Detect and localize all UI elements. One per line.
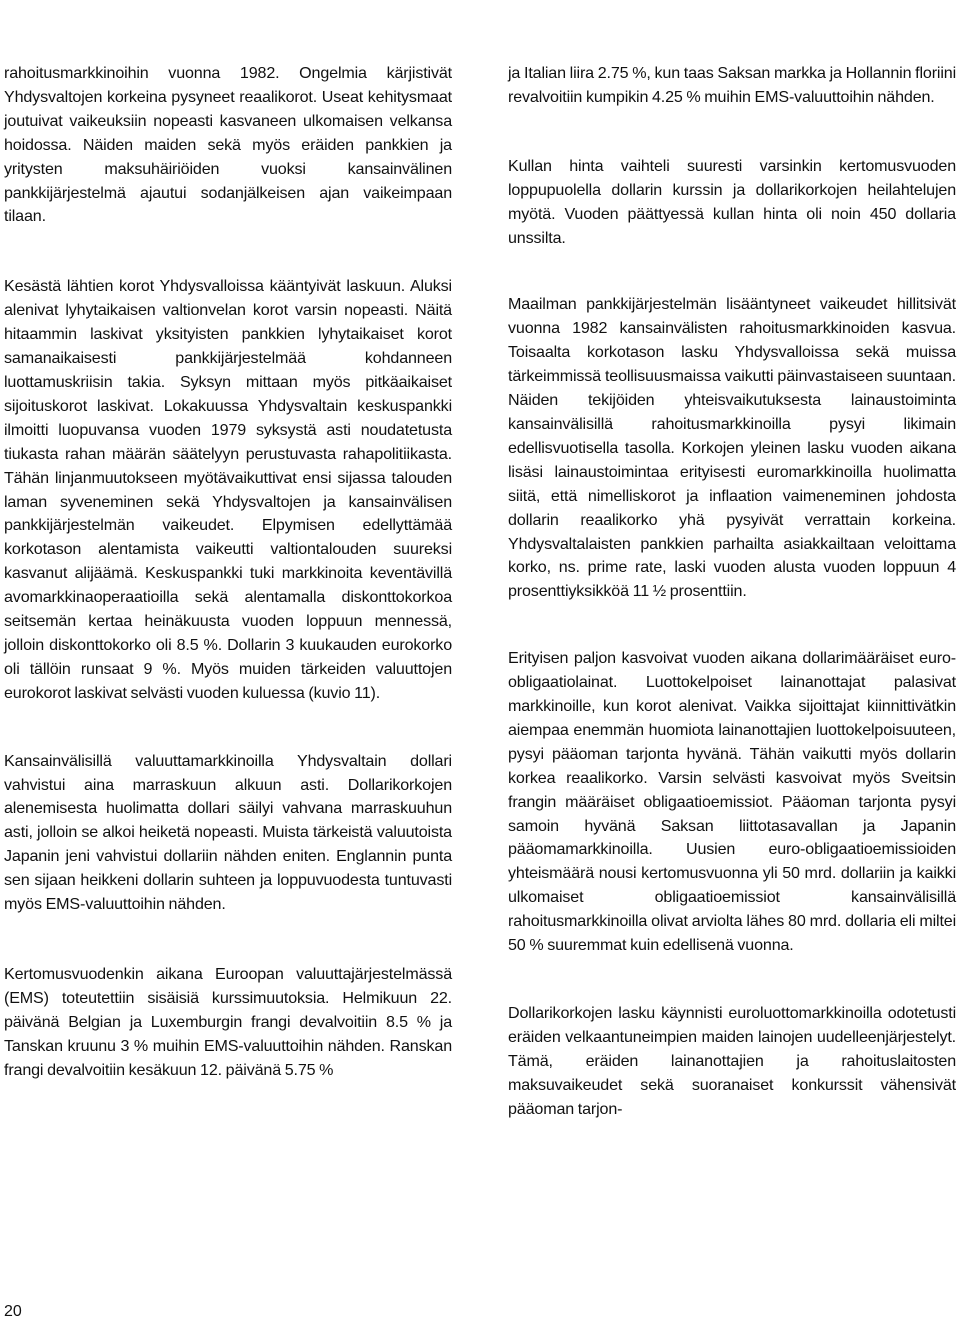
paragraph: Kullan hinta vaihteli suuresti varsinkin kertomusvuoden loppupuolella dollarin kurssin ja dollarikorkojen heilahtelujen myötä. Vuoden päättyessä kullan hinta oli noin 450 dollaria unssilta. — [508, 156, 956, 247]
paragraph: Kansainvälisillä valuuttamarkkinoilla Yhdysvaltain dollari vahvistui aina marraskuun alkuun asti. Dollarikorkojen alenemisesta huolimatta dollari säilyi vahvana marraskuuhun asti, jolloin se alkoi heiketä nopeasti. Muista tärkeistä valuutoista Japanin jeni vahvistui dollariin nähden eniten. Englannin punta sen sijaan heikkeni dollarin suhteen ja loppuvuodesta tuntuvasti myös EMS-valuuttoihin nähden. — [4, 751, 452, 914]
paragraph: Kertomusvuodenkin aikana Euroopan valuuttajärjestelmässä (EMS) toteutettiin sisäisiä kurssimuutoksia. Helmikuun 22. päivänä Belgian ja Luxemburgin frangi devalvoitiin 8.5 % ja Tanskan kruunu 3 % muihin EMS-valuuttoihin nähden. Ranskan frangi devalvoitiin kesäkuun 12. päivänä 5.75 % — [4, 965, 452, 1079]
paragraph: Erityisen paljon kasvoivat vuoden aikana dollarimääräiset euro-obligaatiolainat. Luottokelpoiset lainanottajat palasivat markkinoille, kun korot alenivat. Vaikka sijoittajat kiinnittivätkin aiempaa enemmän huomiota lainanottajien luottokelpoisuuteen, pysyi pääoman tarjonta hyvänä. Tähän vaikutti myös dollarin korkea reaalikorko. Varsin selvästi kasvoivat myös Sveitsin frangin määräiset obligaatioemissiot. Pääoman tarjonta pysyi samoin hyvänä Saksan liittotasavallan ja Japanin pääomamarkkinoilla. Uusien euro-obligaatioemissioiden yhteismäärä nousi kertomusvuonna yli 50 mrd. dollariin ja kaikki ulkomaiset obligaatioemissiot kansainvälisillä rahoitusmarkkinoilla olivat arviolta lähes 80 mrd. dollaria eli miltei 50 % suuremmat kuin edellisenä vuonna. — [508, 649, 956, 955]
paragraph: Dollarikorkojen lasku käynnisti euroluottomarkkinoilla odotetusti eräiden velkaantuneimpien maiden lainojen uudelleenjärjestelyt. Tämä, eräiden lainanottajien ja rahoituslaitosten maksuvaikeudet sekä suoranaiset konkurssit vähensivät pääoman tarjon- — [508, 1004, 956, 1118]
paragraph: ja Italian liira 2.75 %, kun taas Saksan markka ja Hollannin floriini revalvoitiin kumpikin 4.25 % muihin EMS-valuuttoihin nähden. — [508, 64, 956, 106]
paragraph: Maailman pankkijärjestelmän lisääntyneet vaikeudet hillitsivät vuonna 1982 kansainvälisten rahoitusmarkkinoiden kasvua. Toisaalta korkotason lasku Yhdysvalloissa sekä muissa tärkeimmissä teollisuusmaissa vaikutti päinvastaiseen suuntaan. Näiden tekijöiden yhteisvaikutuksesta lainaustoiminta kansainvälisillä rahoitusmarkkinoilla pysyi likimain edellisvuotisella tasolla. Korkojen yleinen lasku vuoden aikana lisäsi lainaustoimintaa erityisesti euromarkkinoilla huolimatta siitä, että nimelliskorot ja inflaation vaimeneminen johdosta dollarin reaalikorko yhä pysyivät verrattain korkeina. Yhdysvaltalaisten pankkien parhailta asiakkailtaan veloittama korko, ns. prime rate, laski vuoden alusta vuoden loppuun 4 prosenttiyksikköä 11 ½ prosenttiin. — [508, 295, 956, 601]
right-column — [508, 62, 956, 1122]
page-number: 20 — [4, 1303, 22, 1320]
paragraph: Kesästä lähtien korot Yhdysvalloissa kääntyivät laskuun. Aluksi alenivat lyhytaikaisen valtionvelan korot varsin nopeasti. Näitä hitaammin laskivat yksityisten pankkien lyhytaikaiset korot samanaikaisesti pankkijärjestelmää kohdanneen luottamuskriisin takia. Syksyn mittaan myös pitkäaikaiset sijoituskorot laskivat. Lokakuussa Yhdysvaltain keskuspankki ilmoitti luopuvansa vuoden 1979 syksystä asti noudatetusta tiukasta rahan määrän säätelyyn perustuvasta rahapolitiikasta. Tähän linjanmuutokseen myötävaikuttivat ensi sijassa talouden laman syveneminen sekä Yhdysvaltojen ja kansainvälisen pankkijärjestelmän vaikeudet. Elpymisen edellyttämää korkotason alentamista vaikeutti valtiontalouden suureksi kasvanut alijäämä. Keskuspankki tuki markkinoita keventävillä avomarkkinaoperaatioilla sekä alentamalla diskonttokorkoa seitsemän kertaa heinäkuusta vuoden loppuun mennessä, jolloin diskonttokorko oli 8.5 %. Dollarin 3 kuukauden eurokorko oli tällöin runsaat 9 %. Myös muiden tärkeiden valuuttojen eurokorot laskivat selvästi vuoden kuluessa (kuvio 11). — [4, 277, 452, 702]
paragraph: rahoitusmarkkinoihin vuonna 1982. Ongelmia kärjistivät Yhdysvaltojen korkeina pysyneet reaalikorot. Useat kehitysmaat joutuivat vaikeuksiin nopeasti kasvaneen ulkomaisen velkansa hoidossa. Näiden maiden sekä myös eräiden pankkien ja yritysten maksuhäiriöiden vuoksi kansainvälinen pankkijärjestelmä ajautui sodanjälkeisen ajan vaikeimpaan tilaan. — [4, 64, 452, 226]
left-column — [4, 62, 452, 1083]
